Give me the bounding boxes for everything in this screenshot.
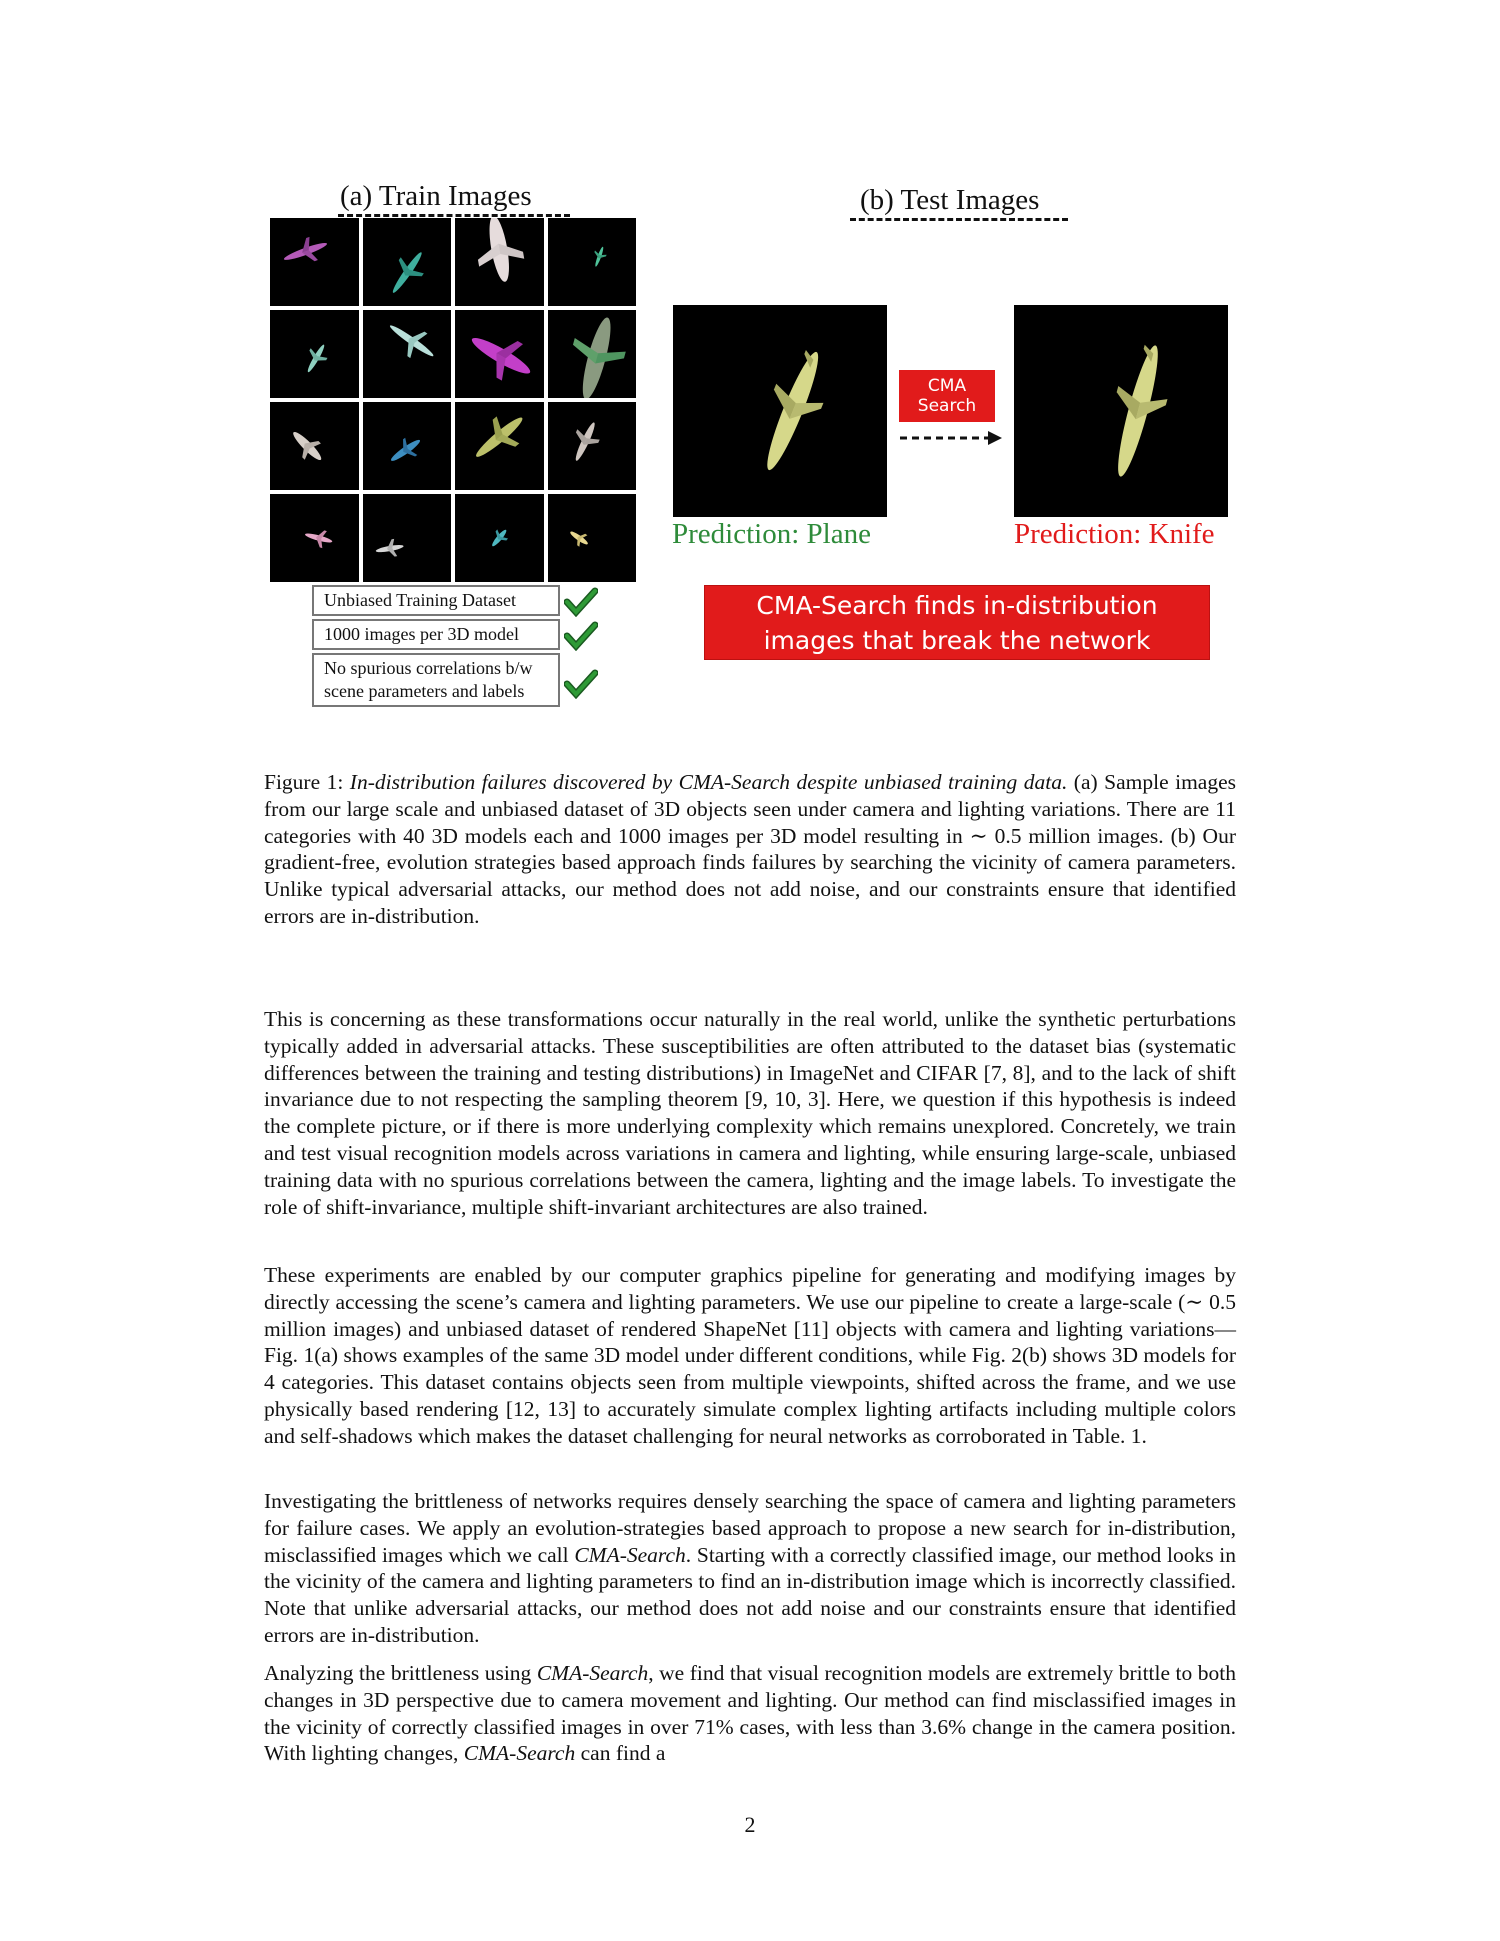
train-image bbox=[455, 402, 544, 490]
paragraph-text: Analyzing the brittleness using bbox=[264, 1661, 537, 1685]
checkmark-icon bbox=[564, 669, 598, 699]
panel-a-title: (a) Train Images bbox=[340, 180, 532, 212]
cma-search-banner bbox=[704, 585, 1210, 660]
checkmark-icon bbox=[564, 587, 598, 617]
train-image bbox=[455, 494, 544, 582]
train-image bbox=[270, 310, 359, 398]
paragraph-text: Investigating the brittleness of networks requires densely searching the space of camera and lighting parameters for failure cases. We apply an evolution-strategies based approach to propose a new search for in-distribution, misclassified images which we call bbox=[264, 1489, 1236, 1567]
training-checklist bbox=[312, 585, 560, 710]
train-image bbox=[548, 402, 637, 490]
checklist-item bbox=[312, 585, 560, 616]
paragraph-text: , we find that visual recognition models are extremely brittle to both changes in 3D perspective due to camera movement and lighting. Our method can find misclassified images in the vicinity of correctly classified images in over 71% cases, with less than 3.6% change in the camera position. With lighting changes, bbox=[264, 1661, 1236, 1766]
caption-title: In-distribution failures discovered by CMA-Search despite unbiased training data. bbox=[349, 770, 1068, 794]
paragraph-text: can find a bbox=[575, 1741, 666, 1766]
panel-a-dashed-rule bbox=[338, 214, 570, 217]
train-image bbox=[363, 494, 452, 582]
page-number: 2 bbox=[744, 1812, 756, 1837]
figure-caption bbox=[264, 769, 1236, 930]
train-image bbox=[548, 494, 637, 582]
train-image bbox=[455, 310, 544, 398]
train-image bbox=[363, 402, 452, 490]
method-name: CMA-Search bbox=[463, 1741, 576, 1766]
checklist-label: 1000 images per 3D model bbox=[324, 624, 519, 644]
checklist-label: scene parameters and labels bbox=[324, 681, 525, 701]
checklist-item bbox=[312, 619, 560, 650]
paragraph: These experiments are enabled by our computer graphics pipeline for generating and modifying images by directly accessing the scene’s camera and lighting parameters. We use our pipeline to create a large-scale (∼ 0.5 million images) and unbiased dataset of rendered ShapeNet [11] objects with camera and lighting variations—Fig. 1(a) shows examples of the same 3D model under different conditions, while Fig. 2(b) shows 3D models for 4 categories. This dataset contains objects seen from multiple viewpoints, shifted across the frame, and we use physically based rendering [12, 13] to accurately simulate complex lighting artifacts including multiple colors and self-shadows which makes the dataset challenging for neural networks as corroborated in Table. 1. bbox=[264, 1263, 1236, 1448]
train-image bbox=[270, 494, 359, 582]
paragraph-text: . Starting with a correctly classified image, our method looks in the vicinity of the camera and lighting parameters to find an in-distribution image which is incorrectly classified. Note that unlike adversarial attacks, our method does not add noise and our constraints ensure that identified errors are in-distribution. bbox=[264, 1542, 1236, 1647]
paragraph bbox=[264, 1488, 1236, 1649]
banner-line: CMA-Search finds in-distribution bbox=[756, 590, 1158, 620]
prediction-plane-label: Prediction: Plane bbox=[672, 518, 871, 550]
cma-search-box bbox=[899, 370, 995, 422]
test-image-misclassified bbox=[1014, 305, 1228, 517]
caption-label: Figure 1: bbox=[264, 770, 350, 794]
banner-line: images that break the network bbox=[763, 625, 1151, 655]
method-name: CMA-Search bbox=[536, 1661, 649, 1685]
train-image bbox=[270, 218, 359, 306]
paragraph bbox=[264, 1660, 1236, 1767]
checklist-label: No spurious correlations b/w bbox=[324, 658, 533, 678]
train-image bbox=[548, 218, 637, 306]
checkmark-icon bbox=[564, 621, 598, 651]
panel-b-dashed-rule bbox=[850, 218, 1068, 221]
panel-b-title: (b) Test Images bbox=[860, 184, 1040, 216]
prediction-knife-label: Prediction: Knife bbox=[1014, 518, 1215, 550]
cma-box-line: CMA bbox=[927, 376, 967, 396]
train-image bbox=[363, 218, 452, 306]
test-image-original bbox=[673, 305, 887, 517]
caption-body: (a) Sample images from our large scale and unbiased dataset of 3D objects seen under camera and lighting variations. There are 11 categories with 40 3D models each and 1000 images per 3D model resulting in ∼ 0.5 million images. (b) Our gradient-free, evolution strategies based approach finds failures by searching the vicinity of camera parameters. Unlike typical adversarial attacks, our method does not add noise, and our constraints ensure that identified errors are in-distribution. bbox=[264, 770, 1236, 928]
train-image bbox=[548, 310, 637, 398]
checklist-item bbox=[312, 653, 560, 707]
checklist-label: Unbiased Training Dataset bbox=[324, 590, 516, 610]
train-image bbox=[270, 402, 359, 490]
train-images-grid bbox=[270, 218, 636, 582]
dashed-arrow-icon bbox=[898, 428, 1003, 448]
cma-box-line: Search bbox=[917, 396, 977, 416]
paragraph: This is concerning as these transformations occur naturally in the real world, unlike the synthetic perturbations typically added in adversarial attacks. These susceptibilities are often attributed to the dataset bias (systematic differences between the training and testing distributions) in ImageNet and CIFAR [7, 8], and to the lack of shift invariance due to not respecting the sampling theorem [9, 10, 3]. Here, we question if this hypothesis is indeed the complete picture, or if there is more underlying complexity which remains unexplored. Concretely, we train and test visual recognition models across variations in camera and lighting, while ensuring large-scale, unbiased training data with no spurious correlations between the camera, lighting and the image labels. To investigate the role of shift-invariance, multiple shift-invariant architectures are also trained. bbox=[264, 1007, 1236, 1219]
method-name: CMA-Search bbox=[574, 1542, 686, 1567]
train-image bbox=[455, 218, 544, 306]
train-image bbox=[363, 310, 452, 398]
